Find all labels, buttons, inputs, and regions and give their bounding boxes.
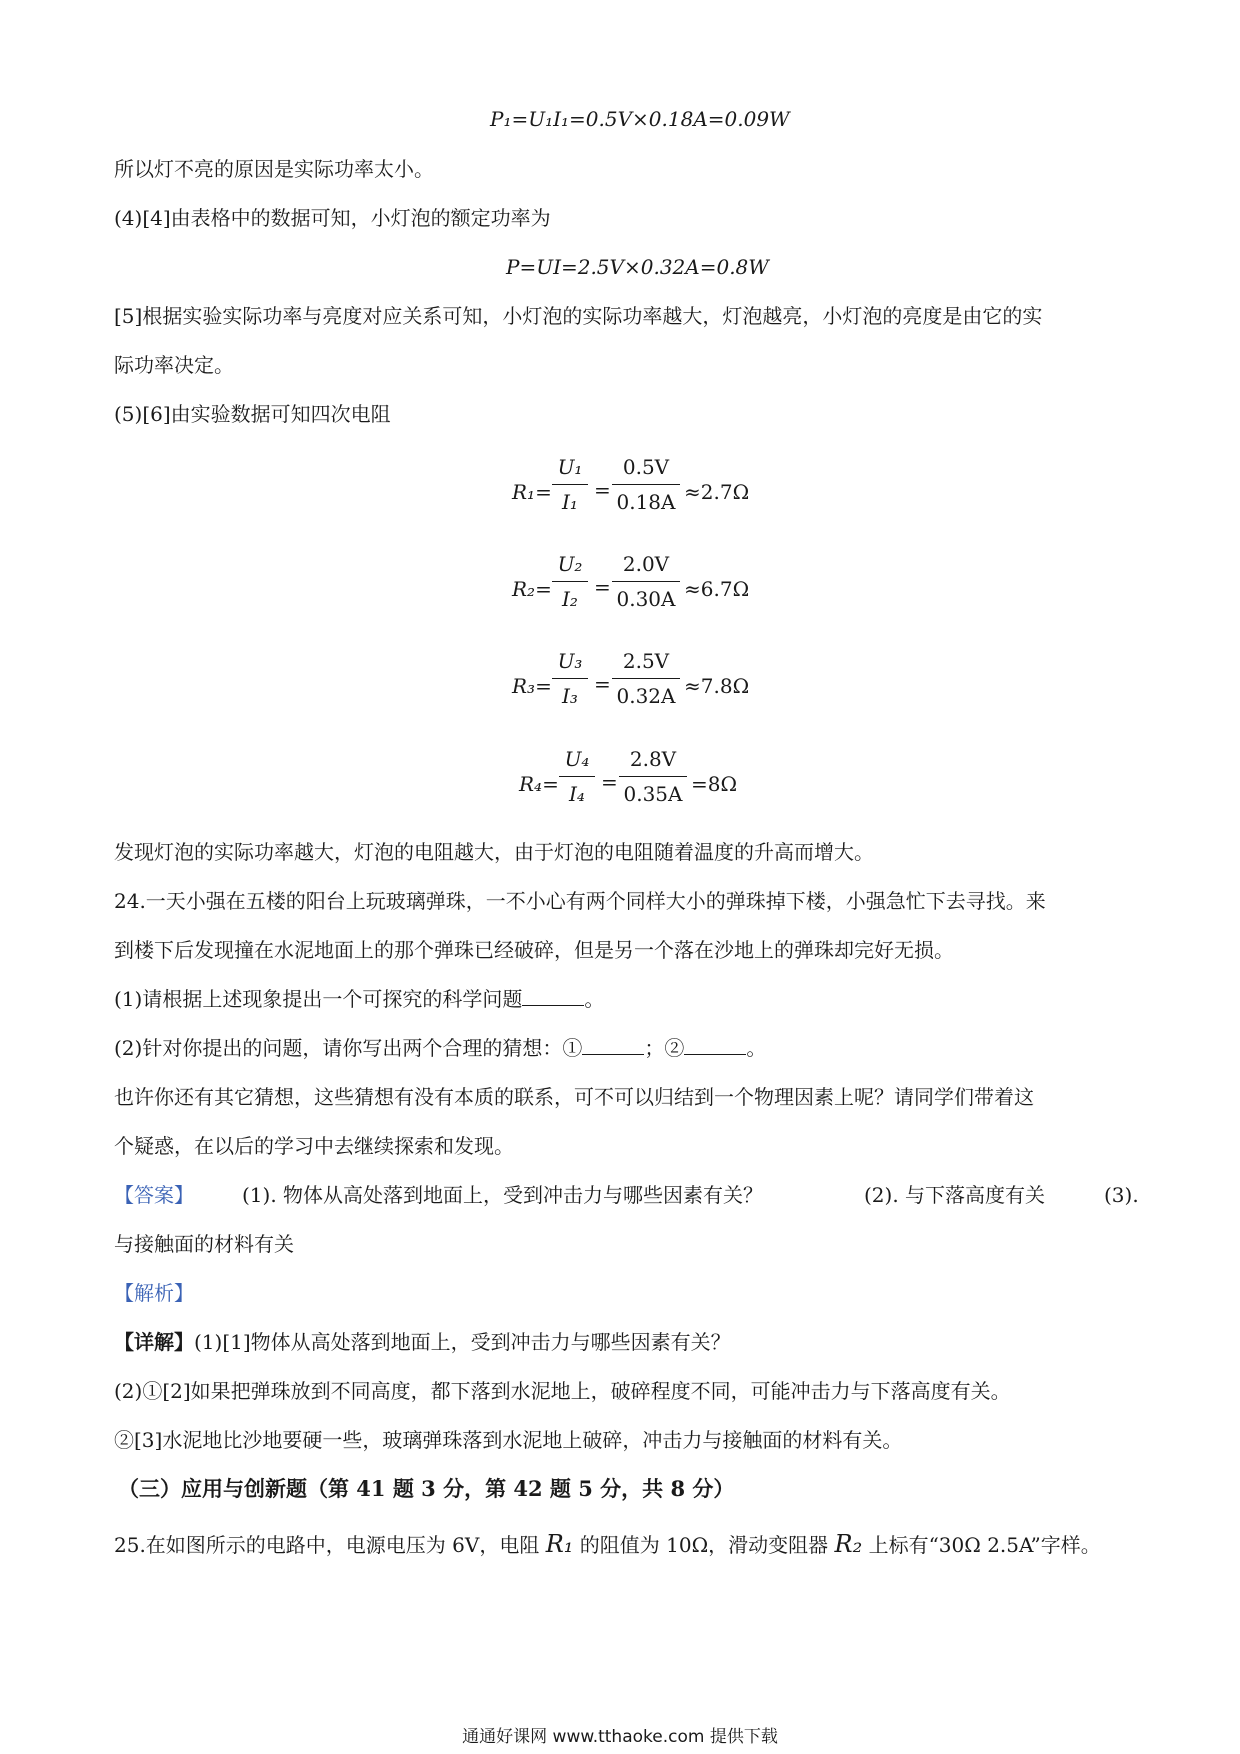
answer-blank bbox=[522, 987, 584, 1006]
fraction-bar bbox=[552, 678, 588, 679]
question-text: (1)请根据上述现象提出一个可探究的科学问题 bbox=[114, 987, 523, 1011]
question-24-line-a: 24.一天小强在五楼的阳台上玩玻璃弹珠，一不小心有两个同样大小的弹珠掉下楼，小强急忙下去寻找。来 bbox=[114, 889, 1046, 913]
fraction-bar bbox=[612, 484, 680, 485]
numerator: U₄ bbox=[564, 747, 590, 771]
question-5-line-a: [5]根据实验实际功率与亮度对应关系可知，小灯泡的实际功率越大，灯泡越亮，小灯泡的亮度是由它的实 bbox=[114, 304, 1043, 328]
question-text: 。 bbox=[746, 1036, 767, 1060]
formula-rated-power: P=UI=2.5V×0.32A=0.8W bbox=[506, 255, 769, 279]
denominator: I₁ bbox=[562, 490, 578, 514]
section-title: （三）应用与创新题（第 41 题 3 分，第 42 题 5 分，共 8 分） bbox=[118, 1476, 735, 1501]
denominator: I₄ bbox=[569, 782, 585, 806]
fraction-bar bbox=[612, 581, 680, 582]
detail-tag: 【详解】 bbox=[114, 1330, 194, 1354]
resistance-result: ≈7.8Ω bbox=[684, 674, 750, 698]
numerator: 2.8V bbox=[629, 747, 677, 771]
numerator: U₁ bbox=[557, 455, 583, 479]
fraction-numeric bbox=[612, 549, 680, 614]
denominator: 0.35A bbox=[623, 782, 683, 806]
equals-sign: = bbox=[594, 672, 611, 696]
equals-sign: = bbox=[594, 478, 611, 502]
answer-3: (3). bbox=[1104, 1183, 1139, 1207]
numerator: 2.0V bbox=[622, 552, 670, 576]
resistance-equation-1 bbox=[512, 452, 752, 522]
equals-sign: = bbox=[594, 575, 611, 599]
question-25-line bbox=[114, 1530, 1101, 1559]
resistor-r2-symbol: R₂ bbox=[834, 1530, 863, 1558]
answer-blank bbox=[684, 1036, 746, 1055]
fraction-numeric bbox=[619, 744, 687, 809]
numerator: 2.5V bbox=[622, 649, 670, 673]
question-text: 的阻值为 10Ω，滑动变阻器 bbox=[579, 1533, 829, 1557]
question-6-line: (5)[6]由实验数据可知四次电阻 bbox=[114, 402, 391, 426]
fraction-bar bbox=[559, 776, 595, 777]
question-text: 25.在如图所示的电路中，电源电压为 6V，电阻 bbox=[114, 1533, 540, 1557]
question-24-line-b: 到楼下后发现撞在水泥地面上的那个弹珠已经破碎，但是另一个落在沙地上的弹珠却完好无损。 bbox=[114, 938, 954, 962]
question-5-line-b: 际功率决定。 bbox=[114, 353, 234, 377]
fraction-symbolic bbox=[552, 646, 588, 711]
detail-line-2: (2)①[2]如果把弹珠放到不同高度，都下落到水泥地上，破碎程度不同，可能冲击力与下落高度有关。 bbox=[114, 1379, 1011, 1403]
answer-blank bbox=[582, 1036, 644, 1055]
fraction-symbolic bbox=[552, 452, 588, 517]
question-24-part-2 bbox=[114, 1034, 766, 1062]
denominator: 0.18A bbox=[616, 490, 676, 514]
fraction-bar bbox=[619, 776, 687, 777]
fraction-numeric bbox=[612, 646, 680, 711]
denominator: I₂ bbox=[562, 587, 578, 611]
resistor-r1-symbol: R₁ bbox=[545, 1530, 574, 1558]
question-text: ；② bbox=[644, 1036, 685, 1060]
resistance-lhs: R₄= bbox=[519, 772, 559, 796]
answer-tag: 【答案】 bbox=[114, 1183, 194, 1207]
resistance-lhs: R₃= bbox=[512, 674, 552, 698]
question-24-line-c: 也许你还有其它猜想，这些猜想有没有本质的联系，可不可以归结到一个物理因素上呢？请同学们带着这 bbox=[114, 1085, 1034, 1109]
question-24-line-d: 个疑惑，在以后的学习中去继续探索和发现。 bbox=[114, 1134, 514, 1158]
answer-2: (2). 与下落高度有关 bbox=[864, 1183, 1046, 1207]
resistance-result: ≈2.7Ω bbox=[684, 480, 750, 504]
resistance-equation-3 bbox=[512, 646, 752, 716]
fraction-numeric bbox=[612, 452, 680, 517]
denominator: 0.30A bbox=[616, 587, 676, 611]
question-text: 上标有“30Ω 2.5A”字样。 bbox=[868, 1533, 1101, 1557]
question-24-part-1 bbox=[114, 985, 604, 1013]
resistance-lhs: R₁= bbox=[512, 480, 552, 504]
conclusion-line: 发现灯泡的实际功率越大，灯泡的电阻越大，由于灯泡的电阻随着温度的升高而增大。 bbox=[114, 840, 874, 864]
answer-continuation: 与接触面的材料有关 bbox=[114, 1232, 294, 1256]
resistance-equation-2 bbox=[512, 549, 752, 619]
fraction-bar bbox=[552, 581, 588, 582]
question-text: (2)针对你提出的问题，请你写出两个合理的猜想：① bbox=[114, 1036, 583, 1060]
formula-p1: P₁=U₁I₁=0.5V×0.18A=0.09W bbox=[490, 107, 790, 131]
resistance-equation-4 bbox=[519, 744, 759, 814]
answer-1: (1). 物体从高处落到地面上，受到冲击力与哪些因素有关？ bbox=[242, 1183, 764, 1207]
question-4-line: (4)[4]由表格中的数据可知，小灯泡的额定功率为 bbox=[114, 206, 551, 230]
numerator: U₃ bbox=[557, 649, 583, 673]
reason-line: 所以灯不亮的原因是实际功率太小。 bbox=[114, 157, 434, 181]
resistance-result: ≈6.7Ω bbox=[684, 577, 750, 601]
question-text: 。 bbox=[584, 987, 605, 1011]
equals-sign: = bbox=[601, 770, 618, 794]
fraction-symbolic bbox=[552, 549, 588, 614]
detail-line-1 bbox=[114, 1328, 731, 1356]
numerator: 0.5V bbox=[622, 455, 670, 479]
numerator: U₂ bbox=[557, 552, 583, 576]
page-footer: 通通好课网 www.tthaoke.com 提供下载 bbox=[462, 1727, 778, 1747]
fraction-bar bbox=[612, 678, 680, 679]
resistance-result: =8Ω bbox=[691, 772, 738, 796]
fraction-bar bbox=[552, 484, 588, 485]
detail-text: (1)[1]物体从高处落到地面上，受到冲击力与哪些因素有关？ bbox=[194, 1330, 731, 1354]
answer-line bbox=[114, 1181, 1139, 1209]
resistance-lhs: R₂= bbox=[512, 577, 552, 601]
fraction-symbolic bbox=[559, 744, 595, 809]
analysis-tag: 【解析】 bbox=[114, 1281, 194, 1305]
denominator: I₃ bbox=[562, 684, 578, 708]
detail-line-3: ②[3]水泥地比沙地要硬一些，玻璃弹珠落到水泥地上破碎，冲击力与接触面的材料有关。 bbox=[114, 1428, 903, 1452]
denominator: 0.32A bbox=[616, 684, 676, 708]
